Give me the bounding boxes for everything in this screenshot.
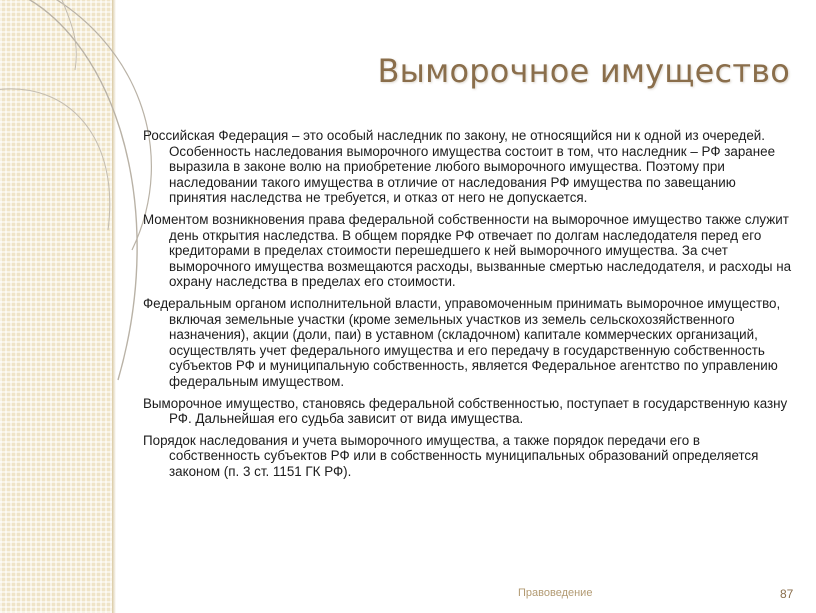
footer-label: Правоведение <box>518 587 593 599</box>
arc-inner <box>0 89 110 230</box>
arc-outer <box>10 0 137 380</box>
page-number: 87 <box>780 587 794 601</box>
paragraph-1: Российская Федерация – это особый наследник по закону, не относящийся ни к одной из очередей. Особенность наследования выморочного имущества состоит в том, что наследник – РФ заранее выразила в законе волю на приобретение любого выморочного имущества. Поэтому при наследовании такого имущества в отличие от наследования РФ имущества по завещанию принятия наследства не требуется, и отказ от него не допускается. <box>143 128 776 206</box>
arc-middle <box>40 0 151 250</box>
slide-body <box>143 128 793 485</box>
paragraph-3: Федеральным органом исполнительной власти, управомоченным принимать выморочное имущество, включая земельные участки (кроме земельных участков из земель сельскохозяйственного назначения), акции (доли, паи) в уставном (складочном) капитале коммерческих организаций, осуществлять учет федерального имущества и его передачу в государственную собственность субъектов РФ и муниципальную собственность, является Федеральное агентство по управлению федеральным имуществом. <box>143 295 781 389</box>
slide-title: Выморочное имущество <box>377 52 790 90</box>
arc-small <box>60 0 76 70</box>
paragraph-5: Порядок наследования и учета выморочного имущества, а также порядок передачи его в собственность субъектов РФ или в собственность муниципальных образований определяется законом (п. 3 ст. 1151 ГК РФ). <box>143 432 759 479</box>
paragraph-4: Выморочное имущество, становясь федеральной собственностью, поступает в государственную казну РФ. Дальнейшая его судьба зависит от вида имущества. <box>143 395 788 427</box>
paragraph-2: Моментом возникновения права федеральной собственности на выморочное имущество также служит день открытия наследства. В общем порядке РФ отвечает по долгам наследодателя перед его кредиторами в пределах стоимости перешедшего к ней выморочного имущества. За счет выморочного имущества возмещаются расходы, вызванные смертью наследодателя, и расходы на охрану наследства в пределах его стоимости. <box>143 211 792 290</box>
